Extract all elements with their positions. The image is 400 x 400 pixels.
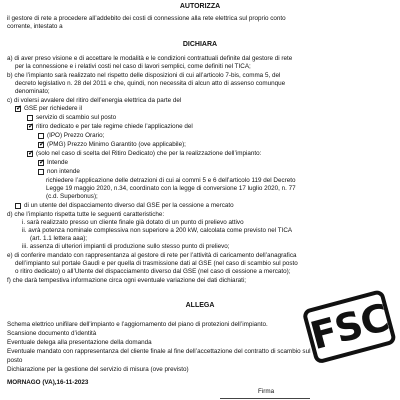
clause-d: d) che l’impianto rispetta tutte le seguenti caratteristiche: xyxy=(7,211,165,218)
non-intende-label: non intende xyxy=(47,168,80,175)
clause-c: c) di volersi avvalere del ritiro dell’energia elettrica da parte del xyxy=(7,97,182,104)
checkbox-pmg[interactable] xyxy=(38,142,44,148)
clause-d-ii-line-1: ii. avrà potenza nominale complessiva non superiore a 200 kW, calcolata come previsto nel TICA xyxy=(22,227,293,234)
clause-e-line-2: dell’impianto sul portale Gaudì e per quella di trasmissione dati al GSE (nel caso di scambio sul posto xyxy=(15,260,298,267)
ipo-label: (IPO) Prezzo Orario; xyxy=(47,132,105,139)
allegato-4: Eventuale mandato con rappresentanza del cliente finale al fine dell’accettazione del contratto di scambio sul xyxy=(7,348,311,355)
detrazioni-line-2: Legge 19 maggio 2020, n.34, coordinato con la legge di conversione 17 luglio 2020, n. 77 xyxy=(46,185,296,192)
allegato-2: Scansione documento d’identità xyxy=(7,330,97,337)
clause-d-ii-line-2: (art. 1.1 lettera aaa); xyxy=(30,235,88,242)
clause-b-line-3: denominato; xyxy=(15,88,50,95)
detrazioni-line-3: (c.d. Superbonus); xyxy=(46,193,98,200)
gse-richiedere-label: GSE per richiedere il xyxy=(24,105,83,112)
allegato-4-cont: posto xyxy=(7,357,23,364)
utente-gse-label: di un utente del dispacciamento diverso dal GSE per la cessione a mercato xyxy=(24,202,234,209)
checkbox-scambio-sul-posto[interactable] xyxy=(27,115,33,121)
checkbox-ritiro-dedicato[interactable] xyxy=(27,124,33,130)
clause-f: f) che darà tempestiva informazione circa ogni eventuale variazione dei dati dichiarati; xyxy=(7,277,247,284)
scambio-label: servizio di scambio sul posto xyxy=(36,114,117,121)
clause-e-line-3: o ritiro dedicato) o all’Utente del dispacciamento diverso dal GSE (nel caso di cessione a mercato); xyxy=(15,268,291,275)
intro-line-1: il gestore di rete a procedere all’addebito dei costi di connessione alla rete elettrica sul proprio conto xyxy=(7,15,286,22)
checkbox-non-intende[interactable] xyxy=(38,169,44,175)
intende-label: Intende xyxy=(47,159,69,166)
signature-line xyxy=(220,398,310,399)
heading-dichiara: DICHIARA xyxy=(182,41,218,48)
allegato-3: Eventuale delega alla presentazione della domanda xyxy=(7,339,152,346)
firma-label: Firma xyxy=(258,388,275,395)
checkbox-intende[interactable] xyxy=(38,160,44,166)
clause-b-line-1: b) che l’impianto sarà realizzato nel rispetto delle disposizioni di cui all’articolo 7-bis, comma 5, del xyxy=(7,72,281,79)
heading-autorizza: AUTORIZZA xyxy=(179,3,221,10)
luogo-data: MORNAGO (VA),16-11-2023 xyxy=(7,379,89,386)
clause-a-line-2: per la connessione e i relativi costi nel caso di lavori semplici, come definiti nel TICA; xyxy=(15,63,251,70)
stamp-text: FSC xyxy=(305,295,393,359)
checkbox-solo-ritiro[interactable] xyxy=(27,151,33,157)
solo-label: (solo nel caso di scelta del Ritiro Dedicato) che per la realizzazione dell’impianto: xyxy=(36,150,262,157)
detrazioni-line-1: richiedere l’applicazione delle detrazioni di cui ai commi 5 e 6 dell’articolo 119 del Decreto xyxy=(46,177,296,184)
clause-b-line-2: decreto legislativo n. 28 del 2011 e che, quindi, non necessita di alcun atto di assenso comunque xyxy=(15,80,286,87)
clause-e-line-1: e) di conferire mandato con rappresentanza al gestore di rete per l’attività di caricamento dell’anagrafica xyxy=(7,252,297,259)
pmg-label: (PMG) Prezzo Minimo Garantito (ove applicabile); xyxy=(47,141,186,148)
allegato-1: Schema elettrico unifilare dell’impianto e l’aggiornamento del piano di protezioni dell’impianto. xyxy=(7,321,268,328)
checkbox-utente-dispacciamento[interactable] xyxy=(15,203,21,209)
fsc-stamp xyxy=(284,287,400,373)
intro-line-2: corrente, intestato a xyxy=(7,23,63,30)
clause-d-iii: iii. assenza di ulteriori impianti di produzione sullo stesso punto di prelievo; xyxy=(22,243,230,250)
clause-d-i: i. sarà realizzato presso un cliente finale già dotato di un punto di prelievo attivo xyxy=(22,219,244,226)
heading-allega: ALLEGA xyxy=(185,302,215,309)
ritiro-label: ritiro dedicato e per tale regime chiede l’applicazione del xyxy=(36,123,193,130)
checkbox-ipo[interactable] xyxy=(38,133,44,139)
clause-a-line-1: a) di aver preso visione e di accettare le modalità e le condizioni contrattuali definite dal gestore di rete xyxy=(7,55,293,62)
checkbox-gse[interactable] xyxy=(15,106,21,112)
allegato-5: Dichiarazione per la gestione del servizio di misura (ove previsto) xyxy=(7,366,189,373)
